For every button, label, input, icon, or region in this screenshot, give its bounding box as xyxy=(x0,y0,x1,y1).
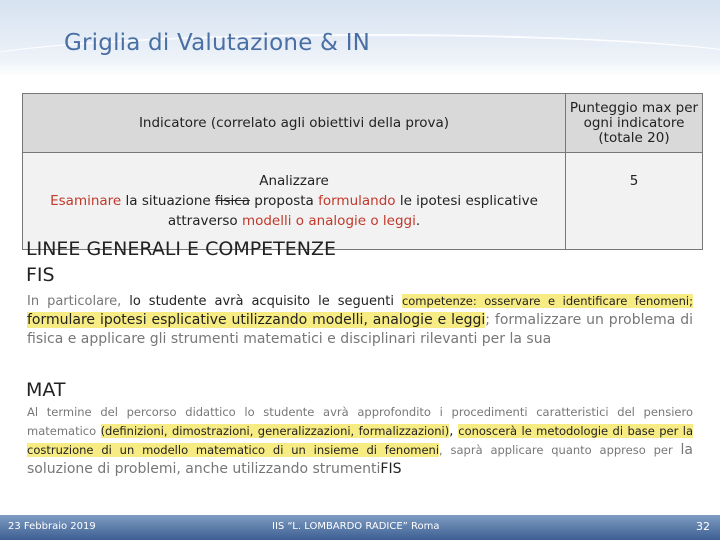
mat-text-c: , saprà applicare quanto appreso per xyxy=(439,443,681,457)
indicator-text-5: . xyxy=(415,213,421,229)
indicator-description-cell xyxy=(23,153,566,250)
mat-highlight-definizioni: (definizioni, dimostrazioni, generalizzazioni, formalizzazioni) xyxy=(100,424,450,438)
indicator-line-1 xyxy=(23,191,565,211)
word-fisica-struck: fisica xyxy=(215,193,250,209)
indicator-text-2: proposta xyxy=(250,193,319,209)
footer-school: IIS “L. LOMBARDO RADICE” Roma xyxy=(272,521,440,532)
mat-text-b: , xyxy=(449,424,459,439)
indicator-heading: Analizzare xyxy=(259,173,329,189)
table-row xyxy=(23,153,703,250)
footer-date: 23 Febbraio 2019 xyxy=(8,521,96,532)
indicator-text-1: la situazione xyxy=(121,193,216,209)
slide-number: 32 xyxy=(696,520,710,533)
footer-bar xyxy=(0,515,720,540)
fis-text-d: ; formalizzare un problema di fisica e applicare gli strumenti matematici e disciplinari rilevanti per la sua xyxy=(27,312,694,347)
word-esaminare: Esaminare xyxy=(50,193,122,209)
header-indicator-cell xyxy=(23,94,566,153)
header-indicator-text: Indicatore (correlato agli obiettivi della prova) xyxy=(138,115,450,131)
section-mat-paragraph xyxy=(27,403,693,479)
score-value: 5 xyxy=(629,173,639,189)
section-fis-paragraph xyxy=(27,292,693,349)
fis-text-b: lo studente avrà acquisito le seguenti xyxy=(121,294,402,309)
fis-text-a: In particolare, xyxy=(27,294,122,309)
header-score-line-1: Punteggio max per xyxy=(569,99,699,116)
section-fis-heading-line-2: FIS xyxy=(26,264,55,286)
fis-highlight-competenze: competenze: osservare e identificare fenomeni; xyxy=(401,294,693,308)
evaluation-grid-table xyxy=(22,93,703,250)
slide-title: Griglia di Valutazione & IN xyxy=(64,30,371,56)
words-modelli-analogie-leggi: modelli o analogie o leggi xyxy=(241,213,416,229)
indicator-line-2 xyxy=(23,211,565,231)
mat-text-d: la soluzione di problemi, anche utilizzando strumenti xyxy=(27,442,693,477)
section-fis-heading-line-1: LINEE GENERALI E COMPETENZE xyxy=(26,238,337,260)
header-score-line-2: ogni indicatore xyxy=(583,114,685,131)
indicator-text-3: le ipotesi esplicative xyxy=(395,193,538,209)
table-header-row xyxy=(23,94,703,153)
title-banner xyxy=(0,0,720,76)
mat-text-a: Al termine del percorso didattico lo studente avrà approfondito i procedimenti caratteristici del pensiero matematico xyxy=(27,405,693,438)
indicator-text-4: attraverso xyxy=(167,213,242,229)
word-formulando: formulando xyxy=(318,193,396,209)
fis-highlight-ipotesi: formulare ipotesi esplicative utilizzando modelli, analogie e leggi xyxy=(27,312,486,328)
section-mat-heading: MAT xyxy=(26,379,66,401)
header-score-cell xyxy=(566,94,703,153)
mat-highlight-metodologie: conoscerà le metodologie di base per la costruzione di un modello matematico di un insieme di fenomeni xyxy=(27,424,694,457)
header-score-line-3: (totale 20) xyxy=(598,129,670,146)
section-fis-heading xyxy=(26,236,336,288)
score-cell xyxy=(566,153,703,250)
mat-text-e: FIS xyxy=(380,461,402,477)
